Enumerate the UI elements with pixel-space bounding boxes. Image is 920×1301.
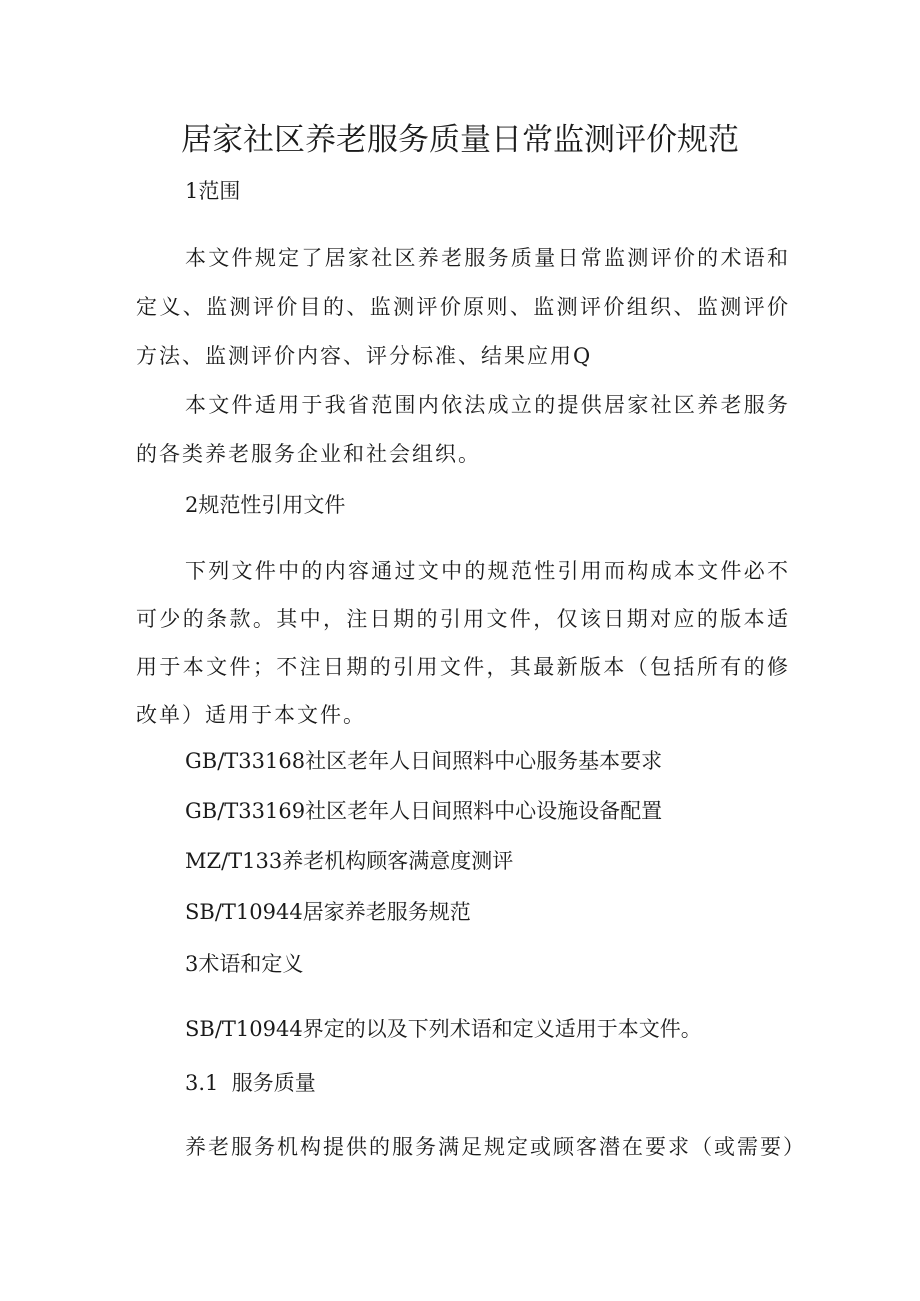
- reference-item: MZ/T133养老机构顾客满意度测评: [185, 849, 514, 873]
- section-1-para-2-line-1: 本文件适用于我省范围内依法成立的提供居家社区养老服务: [185, 393, 790, 417]
- reference-item: GB/T33169社区老年人日间照料中心设施设备配置: [185, 799, 663, 823]
- section-1-para-1-line-2: 定义、监测评价目的、监测评价原则、监测评价组织、监测评价: [136, 295, 790, 319]
- section-3-1-heading: 3.1 服务质量: [185, 1071, 316, 1095]
- section-3-heading: 3术语和定义: [185, 952, 304, 976]
- section-1-para-1-line-3: 方法、监测评价内容、评分标准、结果应用Q: [136, 344, 593, 368]
- section-2-para-1-line-4: 改单）适用于本文件。: [136, 703, 366, 727]
- section-3-intro: SB/T10944界定的以及下列术语和定义适用于本文件。: [185, 1017, 702, 1041]
- section-3-1-text: 养老服务机构提供的服务满足规定或顾客潜在要求（或需要）: [185, 1135, 806, 1159]
- reference-item: GB/T33168社区老年人日间照料中心服务基本要求: [185, 749, 663, 773]
- document-title: 居家社区养老服务质量日常监测评价规范: [181, 122, 739, 158]
- section-2-para-1-line-2: 可少的条款。其中，注日期的引用文件，仅该日期对应的版本适: [136, 607, 790, 631]
- section-1-heading: 1范围: [185, 179, 241, 203]
- section-2-para-1-line-1: 下列文件中的内容通过文中的规范性引用而构成本文件必不: [185, 559, 790, 583]
- section-2-para-1-line-3: 用于本文件；不注日期的引用文件，其最新版本（包括所有的修: [136, 655, 790, 679]
- section-1-para-2-line-2: 的各类养老服务企业和社会组织。: [136, 442, 481, 466]
- reference-item: SB/T10944居家养老服务规范: [185, 900, 471, 924]
- section-2-heading: 2规范性引用文件: [185, 493, 346, 517]
- section-1-para-1-line-1: 本文件规定了居家社区养老服务质量日常监测评价的术语和: [185, 246, 790, 270]
